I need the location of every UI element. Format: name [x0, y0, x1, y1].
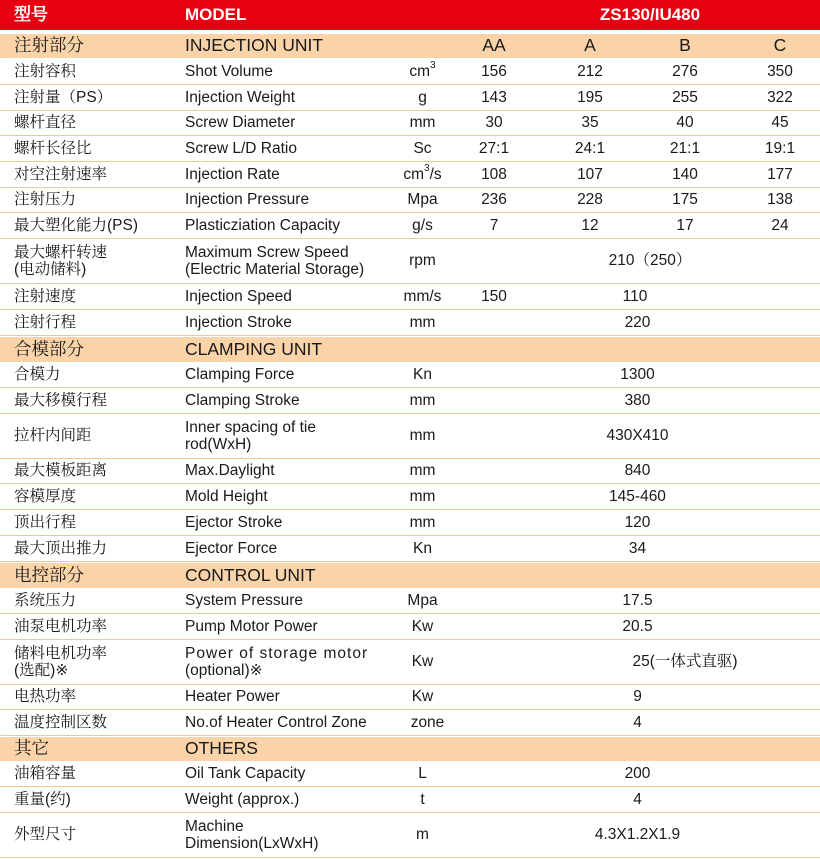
value-c: 24 [771, 216, 789, 234]
row-shot-volume [0, 59, 820, 85]
value: 17.5 [622, 591, 653, 609]
row-tie-bar-spacing [0, 414, 820, 459]
label-en: Injection Rate [185, 165, 280, 183]
unit: rpm [409, 252, 436, 270]
row-screw-diameter [0, 111, 820, 136]
unit: Kw [411, 653, 434, 671]
label-cn: 最大塑化能力(PS) [14, 216, 139, 234]
label-en: Ejector Force [185, 539, 278, 557]
label-en-line1: Maximum Screw Speed [185, 243, 349, 261]
value: 840 [624, 462, 651, 480]
label-en: Screw Diameter [185, 114, 296, 132]
label-cn: 油泵电机功率 [14, 617, 108, 635]
unit: Kn [413, 365, 432, 383]
unit-main: cm [409, 62, 431, 80]
value-aa: 108 [481, 165, 507, 183]
label-en [185, 414, 397, 458]
label-en [185, 640, 397, 684]
value: 20.5 [622, 617, 653, 635]
unit-main: cm [403, 165, 425, 183]
label-en: Injection Speed [185, 287, 292, 305]
value-c: 177 [767, 165, 793, 183]
label-en-line2: Dimension(LxWxH) [185, 835, 319, 852]
value-a: 12 [581, 216, 599, 234]
label-cn: 容模厚度 [14, 487, 77, 505]
label-cn: 螺杆长径比 [14, 139, 92, 157]
title-row [0, 0, 820, 30]
section-clamping [0, 337, 820, 362]
value: 145-460 [609, 487, 666, 505]
label-cn: 最大移模行程 [14, 391, 108, 409]
row-injection-pressure [0, 188, 820, 213]
value-c: 45 [771, 114, 789, 132]
value: 380 [624, 391, 651, 409]
row-screw-speed [0, 239, 820, 284]
value: 120 [624, 513, 651, 531]
value-aa: 27:1 [478, 139, 510, 157]
section-cn: 注射部分 [14, 35, 84, 56]
label-en [185, 813, 397, 857]
row-heater-zones [0, 710, 820, 736]
row-oil-tank [0, 761, 820, 787]
value-aa: 30 [485, 114, 503, 132]
label-en-line2: (optional)※ [185, 662, 263, 679]
value-aa: 143 [481, 88, 507, 106]
section-control [0, 563, 820, 588]
value-b: 276 [672, 62, 698, 80]
value-b: 255 [672, 88, 698, 106]
label-cn: 重量(约) [14, 790, 71, 808]
unit: mm [409, 114, 436, 132]
label-en: Max.Daylight [185, 462, 275, 480]
label-cn-line2: (电动储料) [14, 261, 87, 278]
col-header-a: A [584, 35, 596, 56]
value: 9 [633, 688, 642, 706]
section-injection [0, 34, 820, 58]
unit: zone [410, 713, 445, 731]
label-en: Shot Volume [185, 62, 273, 80]
label-en: System Pressure [185, 591, 304, 609]
label-cn: 电热功率 [14, 688, 77, 706]
value-c: 19:1 [764, 139, 796, 157]
value: 25(一体式直驱) [632, 653, 738, 671]
section-cn: 合模部分 [14, 338, 84, 359]
value-aa: 236 [481, 191, 507, 209]
label-cn: 外型尺寸 [14, 826, 77, 844]
row-clamping-force [0, 362, 820, 388]
section-en: CLAMPING UNIT [185, 338, 323, 359]
label-cn: 对空注射速率 [14, 165, 108, 183]
label-en [185, 239, 397, 283]
label-en: Clamping Force [185, 365, 295, 383]
unit-tail: /s [429, 165, 442, 183]
label-en-line1: Power of storage motor [185, 644, 369, 662]
unit: g/s [412, 216, 433, 234]
value: 34 [628, 539, 647, 557]
value-b: 17 [676, 216, 694, 234]
unit: Kw [411, 688, 434, 706]
label-cn-line1: 最大螺杆转速 [14, 243, 108, 261]
value-a: 24:1 [574, 139, 606, 157]
label-cn: 注射行程 [14, 313, 77, 331]
value-aa: 156 [481, 62, 507, 80]
label-en-line1: Inner spacing of tie [185, 418, 316, 436]
value: 4 [633, 713, 642, 731]
unit: Sc [413, 139, 432, 157]
label-en: Screw L/D Ratio [185, 139, 297, 157]
unit: t [420, 790, 425, 808]
unit: g [418, 88, 427, 106]
unit: cm $^3$ /s [403, 162, 442, 183]
row-injection-weight [0, 85, 820, 111]
label-en: Clamping Stroke [185, 391, 300, 409]
row-weight [0, 787, 820, 813]
label-cn: 注射容积 [14, 62, 77, 80]
value-a: 195 [577, 88, 603, 106]
label-en-line1: Machine [185, 817, 244, 835]
value-b: 140 [672, 165, 698, 183]
section-en: OTHERS [185, 738, 258, 759]
row-ejector-force [0, 536, 820, 562]
unit: Kw [411, 617, 434, 635]
value-b: 21:1 [669, 139, 701, 157]
col-header-b: B [679, 35, 691, 56]
label-cn: 注射量（PS） [14, 88, 113, 106]
label-en: Ejector Stroke [185, 513, 283, 531]
label-en: Pump Motor Power [185, 617, 318, 635]
title-cn: 型号 [14, 4, 48, 24]
row-clamping-stroke [0, 388, 820, 414]
unit: Mpa [407, 191, 438, 209]
section-cn: 其它 [14, 738, 49, 759]
section-en: CONTROL UNIT [185, 564, 316, 585]
label-cn-line2: (选配)※ [14, 662, 69, 679]
value-b: 40 [676, 114, 694, 132]
label-en-line2: (Electric Material Storage) [185, 261, 365, 278]
label-en: Heater Power [185, 688, 280, 706]
unit: mm [409, 313, 436, 331]
col-header-c: C [773, 35, 787, 56]
unit: mm/s [403, 287, 442, 305]
row-injection-rate [0, 162, 820, 188]
label-en-line2: rod(WxH) [185, 436, 252, 453]
value: 110 [622, 287, 648, 305]
unit: mm [409, 462, 436, 480]
value-aa: 150 [481, 287, 507, 305]
row-max-daylight [0, 459, 820, 484]
unit: mm [409, 391, 436, 409]
label-cn: 注射压力 [14, 191, 77, 209]
unit: mm [409, 487, 436, 505]
unit: Mpa [407, 591, 438, 609]
value: 210（250） [608, 252, 692, 270]
label-cn-line1: 储料电机功率 [14, 644, 108, 662]
row-system-pressure [0, 588, 820, 614]
title-en: MODEL [185, 4, 247, 24]
section-cn: 电控部分 [14, 564, 84, 585]
label-cn [14, 640, 182, 684]
unit: Kn [413, 539, 432, 557]
unit: cm $^3$ [409, 59, 436, 80]
value-a: 228 [577, 191, 603, 209]
label-en: Mold Height [185, 487, 268, 505]
row-ejector-stroke [0, 510, 820, 536]
value: 4 [633, 790, 642, 808]
row-ld-ratio [0, 136, 820, 162]
value-a: 212 [577, 62, 603, 80]
value: 430X410 [606, 427, 669, 445]
section-others [0, 737, 820, 761]
label-cn: 拉杆内间距 [14, 427, 92, 445]
label-en: No.of Heater Control Zone [185, 713, 367, 731]
label-cn: 油箱容量 [14, 764, 77, 782]
label-cn: 螺杆直径 [14, 114, 77, 132]
value-c: 138 [767, 191, 793, 209]
value: 1300 [620, 365, 655, 383]
row-mold-height [0, 484, 820, 510]
model-number: ZS130/IU480 [599, 4, 701, 24]
label-en: Injection Pressure [185, 191, 310, 209]
unit: mm [409, 427, 436, 445]
label-en: Plasticziation Capacity [185, 216, 341, 234]
row-pump-motor [0, 614, 820, 640]
row-injection-stroke [0, 310, 820, 336]
label-cn: 合模力 [14, 365, 61, 383]
row-storage-motor [0, 640, 820, 685]
label-cn [14, 239, 182, 283]
label-cn: 最大顶出推力 [14, 539, 108, 557]
row-dimensions [0, 813, 820, 858]
label-en: Injection Weight [185, 88, 295, 106]
unit: mm [409, 513, 436, 531]
label-en: Weight (approx.) [185, 790, 300, 808]
label-cn: 顶出行程 [14, 513, 77, 531]
label-cn: 温度控制区数 [14, 713, 108, 731]
section-en: INJECTION UNIT [185, 35, 324, 56]
label-cn: 注射速度 [14, 287, 77, 305]
row-plasticizing-capacity [0, 213, 820, 239]
col-header-aa: AA [482, 35, 506, 56]
row-injection-speed [0, 284, 820, 310]
row-heater-power [0, 685, 820, 710]
value: 220 [624, 313, 651, 331]
unit: m [416, 826, 429, 844]
unit: L [418, 764, 427, 782]
value-aa: 7 [489, 216, 499, 234]
value-c: 350 [767, 62, 793, 80]
value-c: 322 [767, 88, 793, 106]
value-a: 35 [581, 114, 599, 132]
label-en: Oil Tank Capacity [185, 764, 306, 782]
label-en: Injection Stroke [185, 313, 292, 331]
label-cn: 系统压力 [14, 591, 77, 609]
value: 200 [624, 764, 651, 782]
value: 4.3X1.2X1.9 [594, 826, 681, 844]
value-a: 107 [577, 165, 603, 183]
value-b: 175 [672, 191, 698, 209]
label-cn: 最大模板距离 [14, 462, 108, 480]
